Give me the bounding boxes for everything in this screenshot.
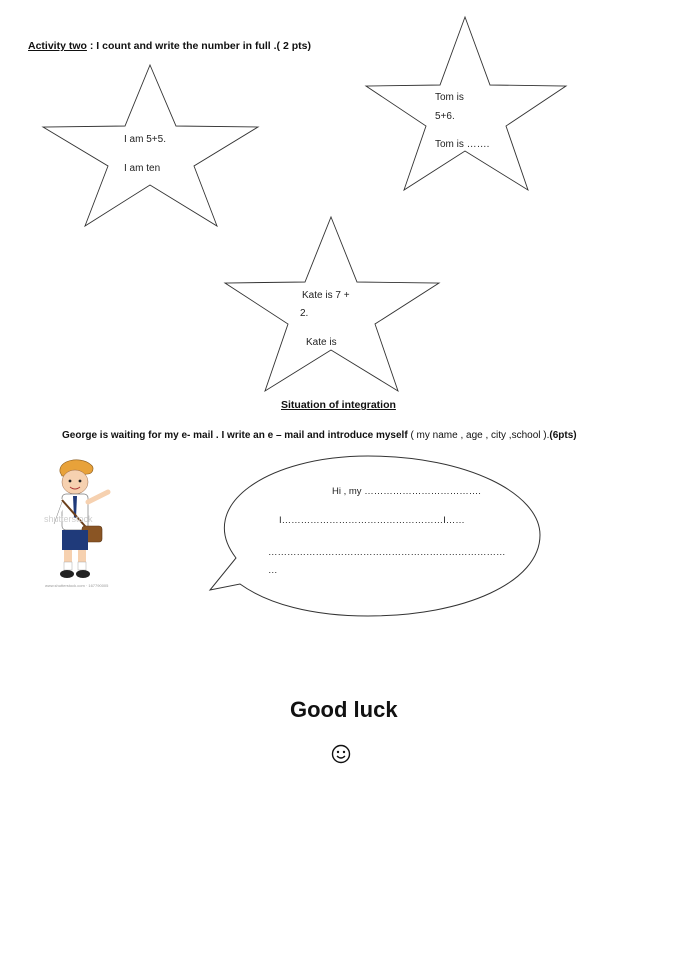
speech-bubble-outline bbox=[210, 456, 540, 616]
schoolboy-illustration bbox=[40, 458, 115, 590]
star-3-line-3: Kate is bbox=[306, 337, 337, 345]
star-1-outline bbox=[43, 65, 258, 226]
good-luck-text: Good luck bbox=[290, 697, 398, 722]
section-title: Situation of integration bbox=[281, 399, 396, 411]
star-3-line-2: 2. bbox=[300, 308, 309, 319]
image-caption: www.shutterstock.com · 167790005 bbox=[45, 583, 109, 588]
star-3-outline bbox=[225, 217, 439, 391]
star-2-line-3: Tom is ……. bbox=[435, 139, 490, 150]
watermark: shutterstock bbox=[44, 514, 93, 524]
bubble-line-3: ………………………………………………………………… bbox=[268, 547, 506, 558]
star-2-line-2: 5+6. bbox=[435, 111, 455, 122]
smiley-face-icon bbox=[331, 744, 351, 764]
task-points: (6pts) bbox=[549, 430, 577, 441]
star-3-line-1: Kate is 7 + bbox=[302, 290, 350, 301]
bubble-line-1: Hi , my ………………………………. bbox=[332, 486, 481, 497]
task-instruction bbox=[62, 430, 577, 441]
task-bold-text: George is waiting for my e- mail . I write an e – mail and introduce myself bbox=[62, 430, 408, 441]
star-1-line-2: I am ten bbox=[124, 163, 161, 174]
star-2-line-1: Tom is bbox=[435, 92, 464, 103]
bubble-line-4: … bbox=[268, 565, 278, 576]
task-detail-text: ( my name , age , city ,school ). bbox=[410, 430, 550, 441]
star-1-line-1: I am 5+5. bbox=[124, 134, 166, 145]
activity-instruction: : I count and write the number in full .( 2 pts) bbox=[89, 40, 311, 52]
bubble-line-2: I……………………………………………I…… bbox=[279, 515, 465, 526]
activity-label: Activity two bbox=[28, 40, 87, 52]
star-2-outline bbox=[366, 17, 566, 190]
